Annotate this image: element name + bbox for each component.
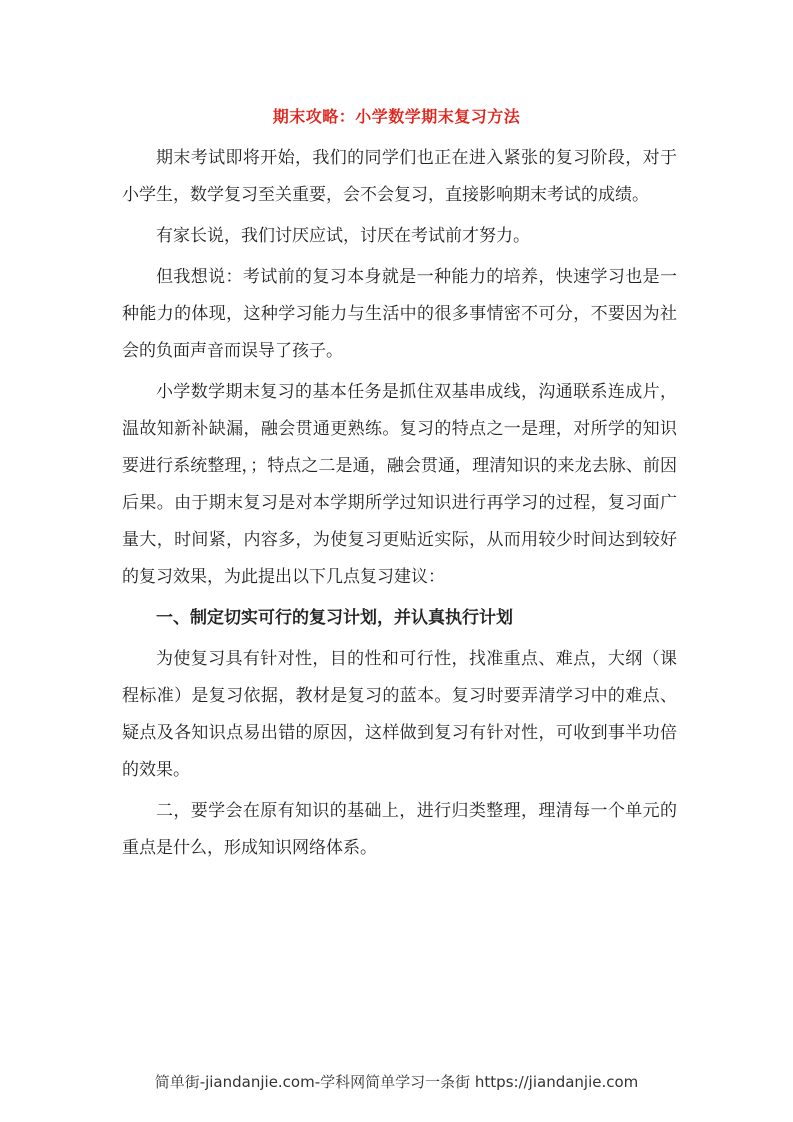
paragraph-intro: 期末考试即将开始，我们的同学们也正在进入紧张的复习阶段，对于小学生，数学复习至关重要，会不会复习，直接影响期末考试的成绩。 [122,148,677,205]
page-footer: 简单街-jiandanjie.com-学科网简单学习一条街 https://jiandanjie.com [154,1073,639,1091]
paragraph-tasks: 小学数学期末复习的基本任务是抓住双基串成线，沟通联系连成片，温故知新补缺漏，融会贯通更熟练。复习的特点之一是理，对所学的知识要进行系统整理，；特点之二是通，融会贯通，理清知识的来龙去脉、前因后果。由于期末复习是对本学期所学过知识进行再学习的过程，复习面广量大，时间紧，内容多，为使复习更贴近实际，从而用较少时间达到较好的复习效果，为此提出以下几点复习建议： [122,382,677,587]
paragraph-parents: 有家长说，我们讨厌应试，讨厌在考试前才努力。 [156,226,530,246]
section-1-text: 为使复习具有针对性，目的性和可行性，找准重点、难点，大纲（课程标准）是复习依据，教材是复习的蓝本。复习时要弄清学习中的难点、疑点及各知识点易出错的原因，这样做到复习有针对性，可收到事半功倍的效果。 [122,649,677,780]
section-2-text: 二，要学会在原有知识的基础上，进行归类整理，理清每一个单元的重点是什么，形成知识网络体系。 [122,801,677,858]
document-title: 期末攻略：小学数学期末复习方法 [272,107,521,126]
paragraph-opinion: 但我想说：考试前的复习本身就是一种能力的培养，快速学习也是一种能力的体现，这种学习能力与生活中的很多事情密不可分，不要因为社会的负面声音而误导了孩子。 [122,267,677,361]
document-body [122,140,677,871]
section-1-heading: 一、制定切实可行的复习计划，并认真执行计划 [156,608,513,628]
